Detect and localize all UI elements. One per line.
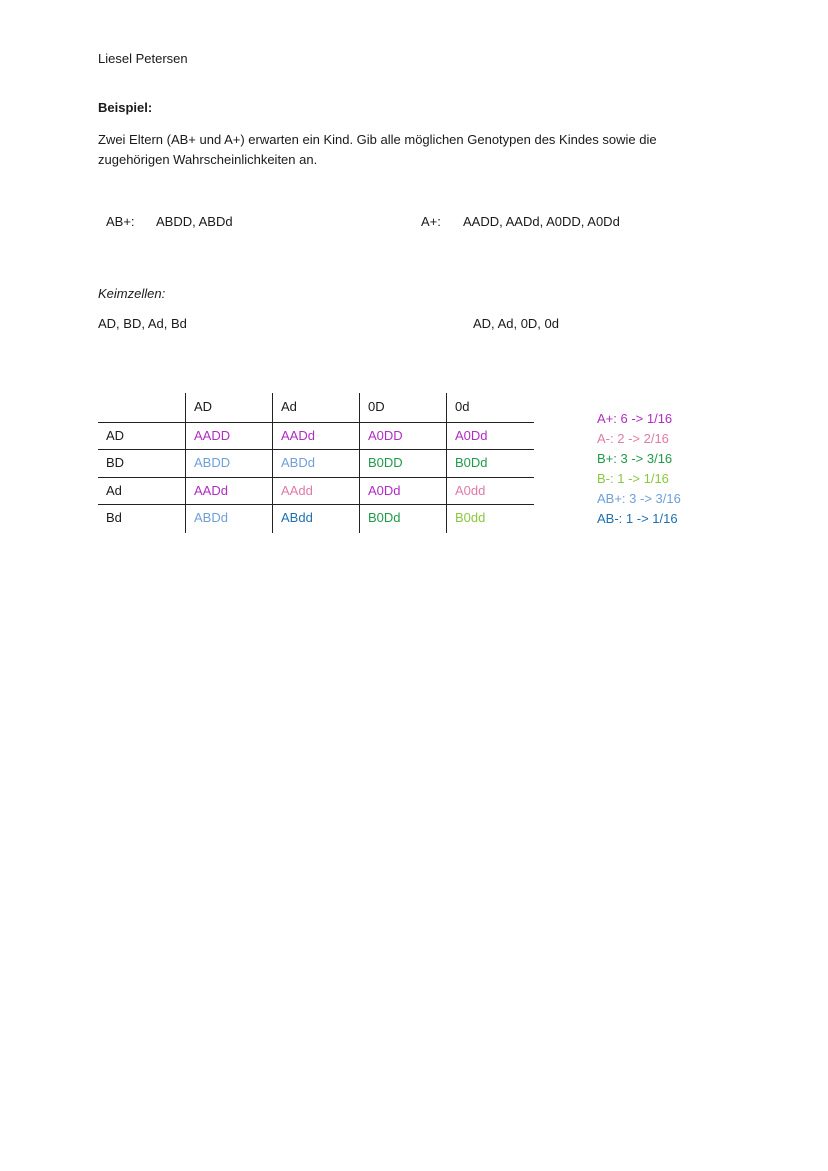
gametes-parent-2: AD, Ad, 0D, 0d [473,316,559,331]
task-line-2: zugehörigen Wahrscheinlichkeiten an. [98,152,318,167]
legend-entry: AB+: 3 -> 3/16 [597,491,681,506]
genotype-cell: AADd [281,428,315,443]
genotype-cell: AAdd [281,483,313,498]
legend-entry: A-: 2 -> 2/16 [597,431,669,446]
column-header: 0d [455,399,470,414]
task-line-1: Zwei Eltern (AB+ und A+) erwarten ein Kind. Gib alle möglichen Genotypen des Kindes sowie die [98,132,657,147]
column-header: Ad [281,399,297,414]
genotype-cell: B0dd [455,510,486,525]
genotype-cell: A0Dd [368,483,401,498]
parent-1-label: AB+: [106,214,135,229]
genotype-cell: B0DD [368,455,403,470]
genotype-cell: AADd [194,483,228,498]
legend-entry: A+: 6 -> 1/16 [597,411,673,426]
genotype-cell: B0Dd [368,510,401,525]
example-heading: Beispiel: [98,100,153,115]
parent-1-genotypes: ABDD, ABDd [156,214,233,229]
legend-entry: B-: 1 -> 1/16 [597,471,669,486]
legend-entry: B+: 3 -> 3/16 [597,451,673,466]
parent-2-label: A+: [421,214,441,229]
gametes-heading: Keimzellen: [98,286,166,301]
row-header: Ad [106,483,122,498]
gametes-parent-1: AD, BD, Ad, Bd [98,316,187,331]
genotype-cell: ABDd [194,510,228,525]
genotype-cell: ABDd [281,455,315,470]
genotype-cell: A0Dd [455,428,488,443]
genotype-cell: A0dd [455,483,486,498]
genotype-cell: B0Dd [455,455,488,470]
column-header: AD [194,399,213,414]
row-header: Bd [106,510,122,525]
parent-2-genotypes: AADD, AADd, A0DD, A0Dd [463,214,620,229]
task-text [98,130,718,170]
genotype-cell: AADD [194,428,231,443]
legend-entry: AB-: 1 -> 1/16 [597,511,678,526]
probability-legend [597,409,681,529]
genotype-cell: A0DD [368,428,403,443]
row-header: BD [106,455,125,470]
column-header: 0D [368,399,385,414]
row-header: AD [106,428,125,443]
punnett-table [98,393,534,533]
genotype-cell: ABdd [281,510,313,525]
genotype-cell: ABDD [194,455,231,470]
author-name: Liesel Petersen [98,51,188,66]
